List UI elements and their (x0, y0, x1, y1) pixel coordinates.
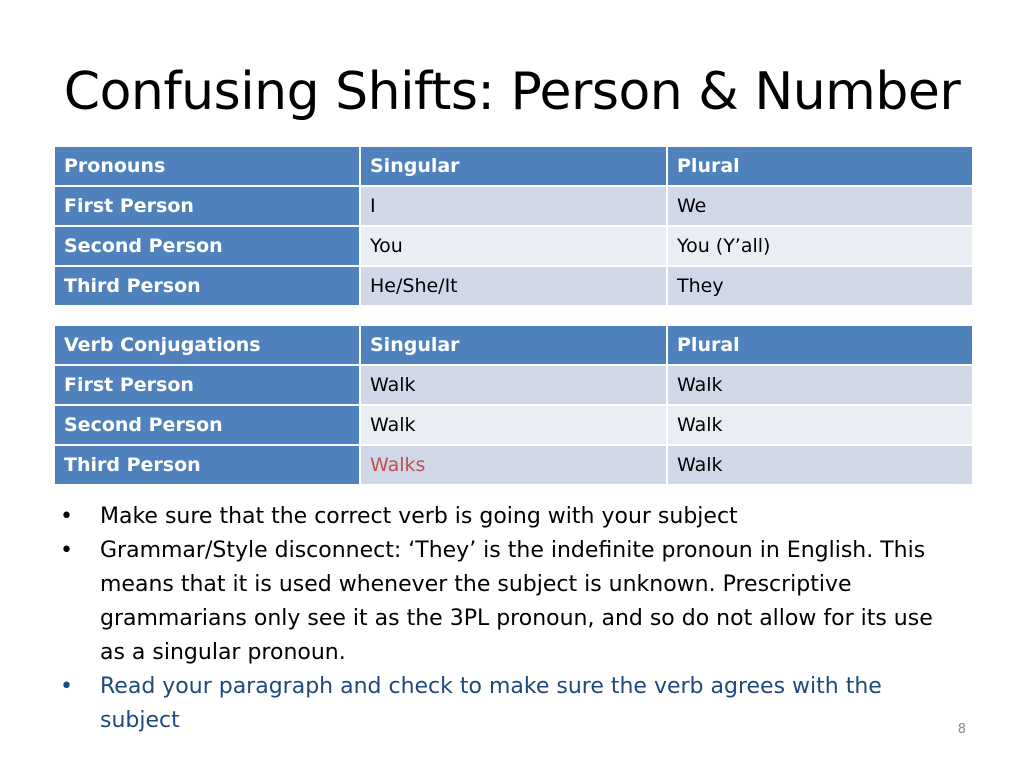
table-cell: You (Y’all) (667, 226, 973, 266)
page-number: 8 (957, 722, 966, 737)
bullet-item (60, 534, 940, 670)
table-row (54, 186, 973, 226)
bullet-list (60, 500, 940, 738)
row-header: First Person (54, 365, 360, 405)
bullet-dot-icon: • (60, 538, 73, 563)
verb-conjugation-table (53, 324, 974, 486)
highlighted-verb-cell: Walks (360, 445, 667, 485)
table-cell: Walk (360, 365, 667, 405)
table-cell: Walk (667, 365, 973, 405)
column-header: Plural (667, 325, 973, 365)
column-header: Verb Conjugations (54, 325, 360, 365)
table-row (54, 445, 973, 485)
table-cell: He/She/It (360, 266, 667, 306)
table-header-row (54, 325, 973, 365)
column-header: Singular (360, 325, 667, 365)
table-cell: You (360, 226, 667, 266)
table-cell: Walk (667, 445, 973, 485)
table-cell: They (667, 266, 973, 306)
table-cell: We (667, 186, 973, 226)
bullet-dot-icon: • (60, 504, 73, 529)
bullet-text: Grammar/Style disconnect: ‘They’ is the indefinite pronoun in English. This means that it is used whenever the subject is unknown. Prescriptive grammarians only see it as the 3PL pronoun, and so do not allow for its use as a singular pronoun. (100, 538, 933, 665)
table-row (54, 266, 973, 306)
bullet-item (60, 500, 940, 534)
row-header: Third Person (54, 266, 360, 306)
table-cell: Walk (360, 405, 667, 445)
row-header: First Person (54, 186, 360, 226)
slide-title: Confusing Shifts: Person & Number (63, 62, 961, 122)
column-header: Plural (667, 146, 973, 186)
row-header: Third Person (54, 445, 360, 485)
column-header: Singular (360, 146, 667, 186)
bullet-text: Read your paragraph and check to make sure the verb agrees with the subject (100, 674, 882, 733)
table-row (54, 405, 973, 445)
bullet-dot-icon: • (60, 674, 73, 699)
table-row (54, 365, 973, 405)
pronoun-table (53, 145, 974, 307)
row-header: Second Person (54, 226, 360, 266)
column-header: Pronouns (54, 146, 360, 186)
table-header-row (54, 146, 973, 186)
table-cell: I (360, 186, 667, 226)
table-cell: Walk (667, 405, 973, 445)
row-header: Second Person (54, 405, 360, 445)
bullet-text: Make sure that the correct verb is going with your subject (100, 504, 738, 529)
table-row (54, 226, 973, 266)
bullet-item-highlighted (60, 670, 940, 738)
